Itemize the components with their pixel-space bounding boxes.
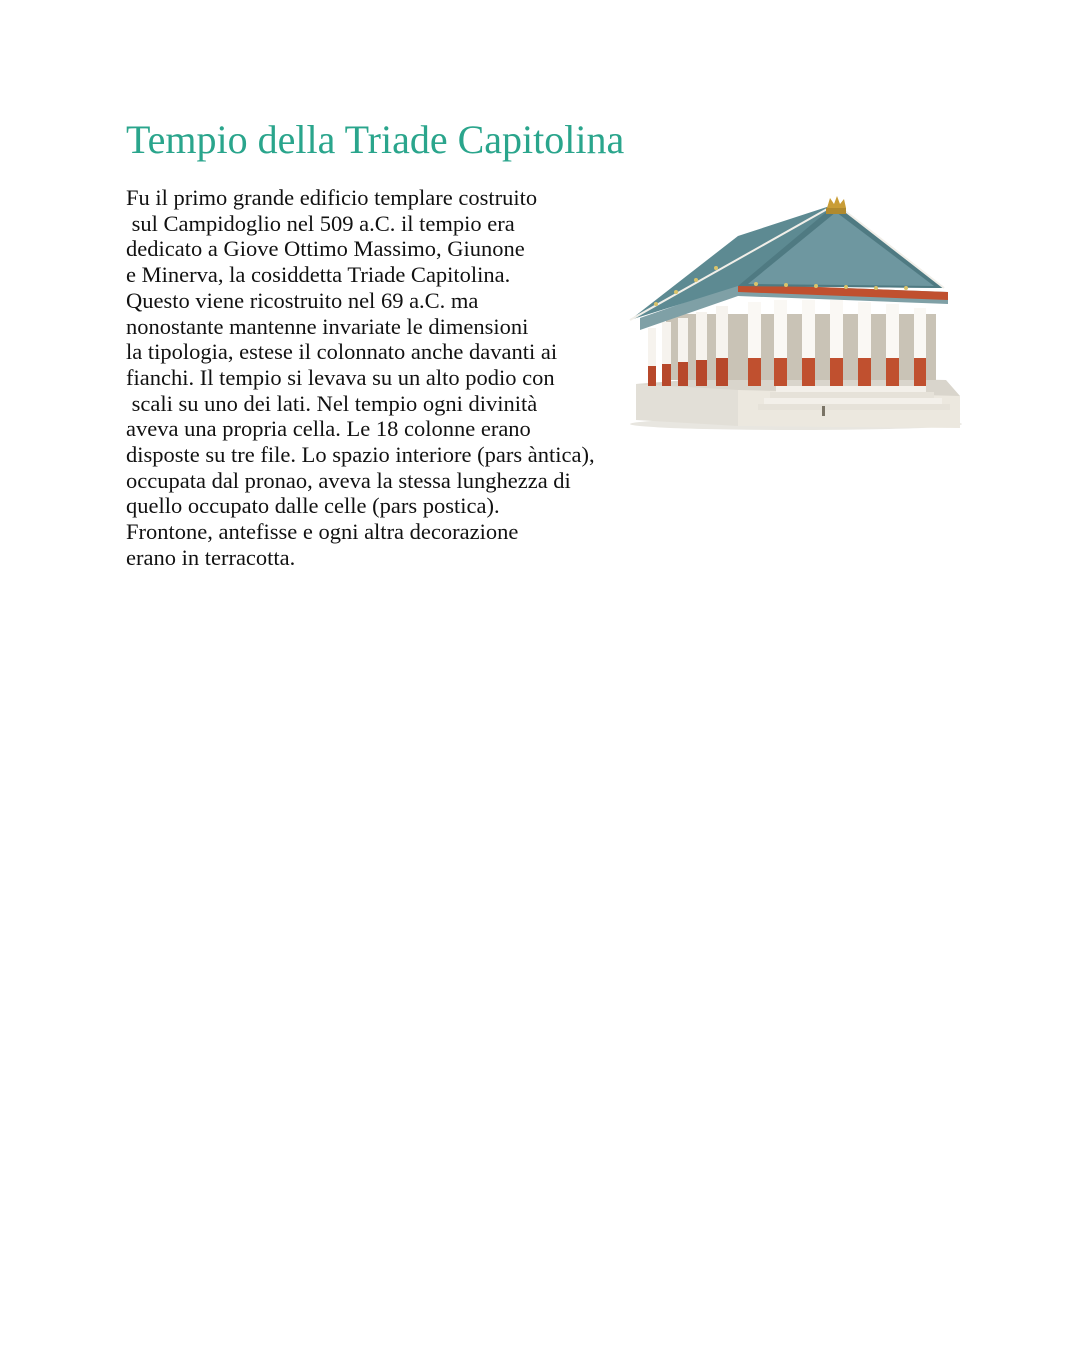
text-line: la tipologia, estese il colonnato anche davanti ai: [126, 339, 558, 365]
front-steps: [758, 386, 950, 410]
body-paragraph: [126, 185, 626, 571]
quadriga-statue: [826, 196, 846, 214]
text-line: Frontone, antefisse e ogni altra decorazione: [126, 519, 519, 545]
text-line: e Minerva, la cosiddetta Triade Capitolina.: [126, 262, 511, 288]
text-line: Questo viene ricostruito nel 69 a.C. ma: [126, 287, 479, 313]
text-line: dedicato a Giove Ottimo Massimo, Giunone: [126, 236, 525, 262]
page-title: Tempio della Triade Capitolina: [126, 117, 625, 162]
text-line: nonostante mantenne invariate le dimensioni: [126, 313, 529, 339]
text-line: quello occupato dalle celle (pars postica).: [126, 493, 500, 519]
text-line: occupata dal pronao, aveva la stessa lunghezza di: [126, 467, 571, 493]
text-line: Fu il primo grande edificio templare costruito: [126, 185, 538, 210]
text-line: erano in terracotta.: [126, 544, 296, 570]
text-line: sul Campidoglio nel 509 a.C. il tempio era: [126, 210, 515, 236]
text-line: fianchi. Il tempio si levava su un alto podio con: [126, 364, 555, 390]
text-line: disposte su tre file. Lo spazio interiore (pars àntica),: [126, 442, 595, 468]
text-line: aveva una propria cella. Le 18 colonne erano: [126, 416, 531, 442]
text-line: scali su uno dei lati. Nel tempio ogni divinità: [126, 390, 538, 416]
temple-illustration: [626, 196, 962, 432]
human-figure: [822, 406, 825, 416]
